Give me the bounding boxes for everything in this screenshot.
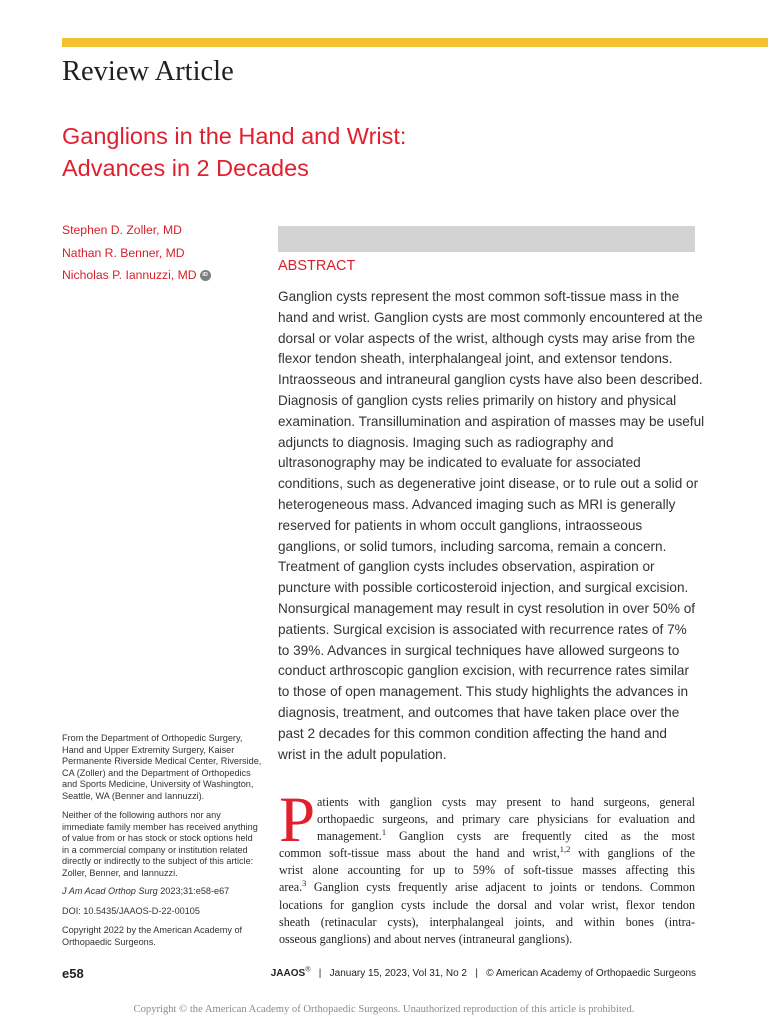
body-line: locations for ganglion cysts include the dorsal and volar wrist, flexor tendon [279, 897, 695, 912]
note-line: Copyright 2022 by the American Academy of [62, 925, 243, 935]
abstract-line: past 2 decades for this common condition affecting the hand and [278, 725, 667, 741]
note-line: From the Department of Orthopedic Surgery, [62, 733, 243, 743]
body-line: management.$^1$ Ganglion cysts are frequently cited as the most [317, 827, 695, 844]
copyright-notice: Copyright © the American Academy of Orthopaedic Surgeons. Unauthorized reproduction of this article is prohibited. [133, 1004, 635, 1015]
note-line: CA (Zoller) and the Department of Orthopedics [62, 767, 251, 778]
body-line: common soft-tissue mass about the hand and wrist,$^{1,2}$ with ganglions of the [279, 844, 695, 861]
body-line: atients with ganglion cysts may present to hand surgeons, general [317, 795, 695, 809]
section-label: Review Article [62, 56, 234, 87]
reference-link[interactable]: 1 [381, 827, 387, 838]
citation [62, 886, 257, 898]
abstract-line: Intraosseous and intraneural ganglion cysts have also been described. [278, 372, 703, 388]
abstract-line: dorsal or volar aspects of the wrist, although cysts may arise from the [278, 330, 696, 346]
abstract-line: wrist in the adult population. [278, 746, 447, 762]
doi-text[interactable]: DOI: 10.5435/JAAOS-D-22-00105 [62, 906, 200, 916]
doi[interactable] [62, 906, 257, 918]
reference-link[interactable]: 1,2 [559, 844, 571, 855]
abstract-line: heterogeneous mass. Advanced imaging such as MRI is generally [278, 496, 676, 512]
note-line: Seattle, WA (Benner and Iannuzzi). [62, 790, 205, 801]
footer-separator: | [475, 968, 478, 979]
note-line: Zoller, Benner, and Iannuzzi. [62, 867, 178, 878]
abstract-line: conduct arthroscopic ganglion excision, with recurrence rates similar [278, 663, 690, 679]
citation-details: 2023;31:e58-e67 [157, 886, 230, 896]
note-line: and Sports Medicine, University of Washington, [62, 779, 254, 790]
footer-reg-mark: ® [305, 966, 311, 974]
note-line: Neither of the following authors nor any [62, 810, 221, 820]
abstract-line: to those of open management. This study highlights the advances in [278, 684, 689, 700]
abstract-line: Nonsurgical management may result in cyst resolution in over 50% of [278, 600, 696, 616]
affiliation-note [62, 733, 262, 803]
author-name: Nathan R. Benner, MD [62, 246, 185, 260]
body-line: orthopaedic surgeons, and primary care physicians for evaluation and [317, 812, 695, 827]
footer-journal: JAAOS [270, 968, 306, 979]
abstract-line: hand and wrist. Ganglion cysts are most commonly encountered at the [278, 309, 703, 325]
abstract-line: flexor tendon sheath, interphalangeal joint, and extensor tendons. [278, 351, 673, 367]
footer-issue: January 15, 2023, Vol 31, No 2 [329, 968, 467, 979]
article-copyright [62, 925, 257, 948]
article-title-line: Advances in 2 Decades [62, 155, 309, 181]
abstract-line: conditions, such as degenerative joint disease, or to rule out a solid or [278, 476, 699, 492]
abstract-text [278, 287, 705, 765]
disclosure-note [62, 810, 257, 880]
note-line: of value from or has stock or stock options held [62, 833, 253, 844]
abstract-line: ganglions, or solid tumors, including sarcoma, remain a concern. [278, 538, 667, 554]
drop-cap: P [279, 784, 316, 856]
abstract-line: Diagnosis of ganglion cysts relies primarily on history and physical [278, 392, 677, 408]
body-line: sheath (retinacular cysts), interphalangeal joints, and within bones (intra- [279, 914, 695, 929]
page-number: e58 [62, 966, 84, 981]
note-line: Hand and Upper Extremity Surgery, Kaiser [62, 744, 235, 755]
note-line: Orthopaedic Surgeons. [62, 936, 156, 947]
author-name: Nicholas P. Iannuzzi, MD [62, 268, 197, 282]
abstract-line: puncture with possible corticosteroid injection, and surgical excision. [278, 580, 689, 596]
author-name: Stephen D. Zoller, MD [62, 223, 182, 237]
body-line: wrist alone accounting for up to 59% of soft-tissue masses affecting this [279, 863, 695, 878]
abstract-line: reserved for patients in whom occult ganglions, intraosseous [278, 517, 643, 533]
note-line: in a commercial company or institution related [62, 844, 248, 855]
citation-journal: J Am Acad Orthop Surg [62, 886, 158, 896]
note-line: directly or indirectly to the subject of this article: [62, 856, 254, 867]
abstract-line: to 39%. Advances in surgical techniques have allowed surgeons to [278, 642, 680, 658]
abstract-line: diagnosis, treatment, and outcomes that have taken place over the [278, 704, 680, 720]
note-line: Permanente Riverside Medical Center, Riverside, [62, 756, 262, 767]
abstract-line: patients. Surgical excision is associated with recurrence rates of 7% [278, 621, 687, 637]
article-title-line: Ganglions in the Hand and Wrist: [62, 123, 407, 149]
body-paragraph [279, 794, 695, 948]
abstract-line: Treatment of ganglion cysts includes observation, aspiration or [278, 559, 655, 575]
body-line: osseous ganglions) and about nerves (intraneural ganglions). [279, 931, 573, 946]
abstract-line: Ganglion cysts represent the most common soft-tissue mass in the [278, 289, 680, 304]
abstract-line: ultrasonography may be indicated to evaluate for associated [278, 455, 641, 471]
author-name-with-orcid [62, 268, 211, 282]
abstract-heading: ABSTRACT [278, 258, 356, 274]
header-accent-bar [62, 38, 768, 47]
footer-publisher: © American Academy of Orthopaedic Surgeons [486, 968, 696, 979]
footer-separator: | [318, 968, 322, 979]
abstract-line: examination. Transillumination and aspiration of masses may be useful [278, 413, 705, 429]
footer-journal-info [248, 968, 696, 979]
note-line: immediate family member has received anything [62, 821, 258, 832]
orcid-icon[interactable]: iD [200, 270, 211, 281]
article-title [62, 120, 582, 184]
reference-link[interactable]: 3 [302, 878, 307, 889]
abstract-header-band [278, 226, 695, 252]
abstract-line: adjuncts to diagnosis. Imaging such as radiography and [278, 434, 614, 450]
body-line: area.$^3$ Ganglion cysts frequently arise adjacent to joints or tendons. Common [279, 878, 695, 895]
